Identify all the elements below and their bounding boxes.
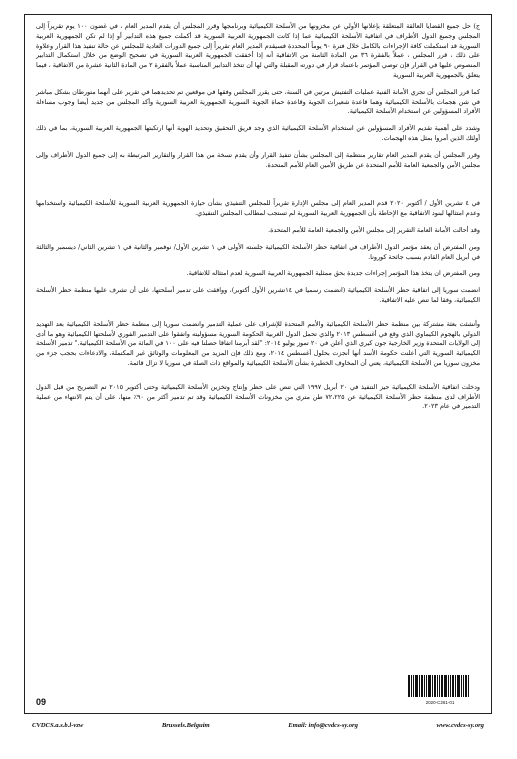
footer-city: Brussels.Belguim [161,722,210,729]
barcode [408,675,472,697]
paragraph: في ٤ تشرين الأول / أكتوبر ٢٠٢٠ قدم المدير العام إلى مجلس الإدارة تقريراً للمجلس التنفيذي بشأن حيازة الجمهورية العربية السورية للأسلحة الكيميائية واستخدامها وعدم امتثالها لبنود الاتفاقية مع الإحاطة بأن الجمهورية العربية السورية لم تستجب لمطالب المجلس التنفيذي. [36,199,480,218]
paragraph: ج) حل جميع القضايا العالقة المتعلقة بإعلانها الأولي عن مخزونها من الأسلحة الكيميائية وبرنامجها وقرر المجلس أن يقدم المدير العام ، في غضون ١٠٠ يوم تقريراً إلى المجلس وجميع الدول الأطراف في اتفاقية الأسلحة الكيميائية عما إذا كانت الجمهورية العربية السورية قد أكملت جميع هذه التدابير أو إذا لم تكن الجمهورية العربية السورية قد استكملت كافة الإجراءات بالكامل خلال فترة ٩٠ يوماً المحددة فسيقدم المدير العام تقريراً إلى جميع الدورات العادية للمجلس عن حالة تنفيذ هذا القرار وعلاوة على ذلك ، قرر المجلس ، عملاً بالفقرة ٣٦ من المادة الثامنة من الاتفاقية أنه إذا أخفقت الجمهورية العربية السورية في تصحيح الوضع من خلال استكمال التدابير المنصوص عليها في القرار فإن توصي المؤتمر باعتماد قرار في دورته المقبلة والتي لها أن تتخذ التدابير المناسبة عملاً بالفقرة ٢ من المادة الثانية عشرة من الاتفاقية ، فيما يتعلق بالجمهورية العربية السورية [36,22,480,79]
paragraph: وشدد على أهمية تقديم الأفراد المسؤولين عن استخدام الأسلحة الكيميائية الذي وجد فريق التحقيق وتحديد الهوية أنها ارتكبتها الجمهورية العربية السورية، بما في ذلك أولئك الذين أمروا بمثل هذه الهجمات. [36,124,480,142]
document-code: 2020-C261-01 [425,700,455,705]
footer-website[interactable]: www.cvdcs-sy.org [436,722,484,729]
footer-email[interactable]: Email: info@cvdcs-sy.org [288,722,358,729]
footer-org: CVDCS.a.s.b.l-vzw [32,722,84,729]
paragraph: كما قرر المجلس أن تجري الأمانة الفنية عمليات التفتيش مرتين في السنة، حتى يقرر المجلس وفقها في موقعين تم تحديدهما في تقرير على أنهما متورطان بشكل مباشر في شن هجمات بالأسلحة الكيميائية وهما قاعدة شعيرات الجوية وقاعدة حماة الجوية السورية الجمهورية العربية السورية وأكد المجلس من جديد أيضا وجوب مساءلة الأفراد المسؤولين عن استخدام الأسلحة الكيميائية. [36,87,480,116]
paragraph: وأنشئت بعثة مشتركة بين منظمة حظر الأسلحة الكيميائية والأمم المتحدة للإشراف على عملية التدمير وانضمت سوريا إلى منظمة حظر الأسلحة الكيميائية بعد التهديد الدولي بالهجوم الكيماوي الذي وقع في أغسطس ٢٠١٣ والذي تحمل الدول الغربية الحكومة السورية مسؤوليته واتفقوا على التدمير الفوري لأسلحتها الكيميائية وهو ما أدى إلى الولايات المتحدة وزير الخارجية جون كيري الذي أعلن في ٢٠ تموز يوليو ٢٠١٤: "لقد أبرمنا اتفاقا حصلنا فيه على ١٠٠ في المائة من الأسلحة الكيميائية." تدمير الأسلحة الكيميائية السورية التي أعلنت حكومة الأسد أنها أنجزت بحلول أغسطس ٢٠١٤، ومع ذلك فإن المزيد من المعلومات والوثائق غير المكتملة، والادعاءات بحجب جزء من مخزون سوريا من الأسلحة الكيميائية، يعني أن المخاوف الخطيرة بشأن الأسلحة الكيميائية والمواقع ذات الصلة في سوريا لا تزال قائمة. [36,319,481,367]
page-number: 09 [36,697,47,707]
footer [24,722,492,729]
paragraph: وقرر المجلس أن يقدم المدير العام تقارير منتظمة إلى المجلس بشأن تنفيذ القرار وأن يقدم نسخة من هذا القرار والتقارير المرتبطة به إلى جميع الدول الأطراف وإلى مجلس الأمن والجمعية العامة للأمم المتحدة عن طريق الأمين العام للأمم المتحدة. [36,150,480,169]
paragraph: انضمت سوريا إلى اتفاقية حظر الأسلحة الكيميائية (انضمت رسميا في ١٤تشرين الأول أكتوبر)، ووافقت على تدمير أسلحتها، على أن تشرف عليها منظمة حظر الأسلحة الكيميائية، وفقا لما تنص عليه الاتفاقية. [36,286,480,304]
paragraph: ومن المفترض أن يعقد مؤتمر الدول الأطراف في اتفاقية حظر الأسلحة الكيميائية جلسته الأولى في ١ تشرين الأول/ نوفمبر والثانية في ١ تشرين الثاني/ ديسمبر والثالثة في أبريل العام القادم بسبب جائحة كورونا. [36,242,480,261]
paragraph: وقد أحالت الأمانة العامة التقرير إلى مجلس الأمن والجمعية العامة للأمم المتحدة. [268,225,480,234]
paragraph: ومن المفترض ان يتخذ هذا المؤتمر إجراءات جديدة بحق ممثلية الجمهورية العربية السورية لعدم امتثاله للاتفاقية. [186,269,480,278]
paragraph: ودخلت اتفاقية الأسلحة الكيميائية حيز التنفيذ في ٢٠ أبريل ١٩٩٧ التي تنص على حظر وإنتاج وتخزين الأسلحة الكيميائية وحتى أكتوبر ٢٠١٥ تم التصريح من قبل الدول الأطراف لدى منظمة حظر الأسلحة الكيميائية عن ٧٢،٢٢٥ طن متري من مخزونات الأسلحة الكيميائية وقد تم تدمير أكثر من ٩٠٪ منها، على أن يتم الانتهاء من عملية التدمير في عام ٢٠٢٣. [36,382,480,411]
document-body [36,22,480,419]
